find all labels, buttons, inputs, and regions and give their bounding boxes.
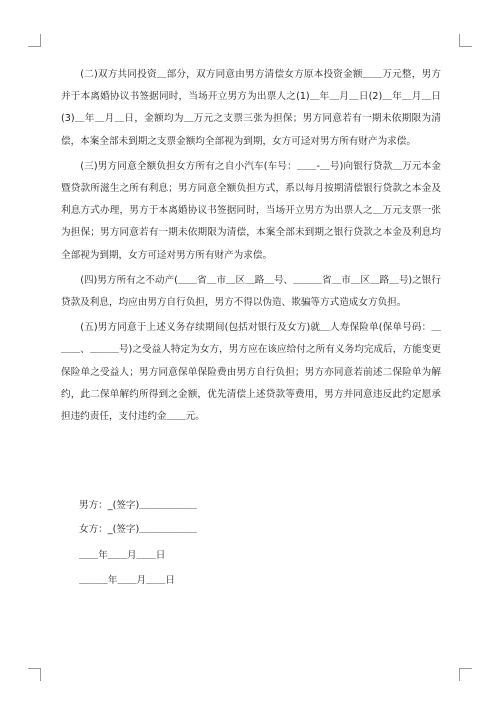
wife-signature-line: 女方：_(签字)＿＿＿＿＿＿ — [79, 524, 197, 535]
clause-car-loan: (三)男方同意全额负担女方所有之自小汽车(车号：＿＿-＿号)向银行贷款＿万元本金暨贷款所滋生之所有利息；男方同意全额负担方式，系以每月按期清偿银行贷款之本金及利息方式办理，男方于本离婚协议书签据同时，当场开立男方为出票人之＿万元支票一张为担保；男方同意若有一期未依期限为清偿，本案全部未到期之银行贷款之本金及利息均全部视为到期，女方可迳对男方所有财产为求偿。 — [61, 160, 441, 261]
crop-mark-bottom-left — [28, 668, 41, 681]
clause-real-estate-loan: (四)男方所有之不动产(＿＿省＿市＿区＿路＿号、＿＿＿省＿市＿区＿路＿号)之银行贷款及利息，均应由男方自行负担，男方不得以伪造、欺骗等方式造成女方负担。 — [61, 274, 441, 309]
crop-mark-top-right — [459, 34, 472, 47]
husband-signature-line: 男方：_(签字)＿＿＿＿＿＿ — [79, 500, 197, 511]
clause-joint-investment: (二)双方共同投资＿部分，双方同意由男方清偿女方原本投资金额＿＿万元整，男方并于本离婚协议书签据同时，当场开立男方为出票人之(1)＿年＿月＿日(2)＿年＿月＿日(3)＿年＿月＿日，金额均为＿万元之支票三张为担保；男方同意若有一期未依期限为清偿，本案全部未到期之支票金额均全部视为到期，女方可迳对男方所有财产为求偿。 — [61, 69, 441, 147]
crop-mark-top-left — [28, 34, 41, 47]
signing-date-line-2: ＿＿＿年＿＿月＿＿日 — [79, 575, 175, 586]
crop-mark-bottom-right — [459, 668, 472, 681]
agreement-body — [61, 64, 441, 431]
clause-insurance-policy: (五)男方同意于上述义务存续期间(包括对银行及女方)就＿人寿保险单(保单号码：＿＿＿、＿＿＿号)之受益人特定为女方，男方应在该应给付之所有义务均完成后，方能变更保险单之受益人；男方同意保单保险费由男方自行负担；男方亦同意若前述二保险单为解约，此二保单解约所得到之金额，优先清偿上述贷款等费用，男方并同意违反此约定愿承担违约责任，支付违约金＿＿元。 — [61, 322, 441, 423]
signing-date-line-1: ＿＿年＿＿月＿＿日 — [79, 550, 166, 561]
